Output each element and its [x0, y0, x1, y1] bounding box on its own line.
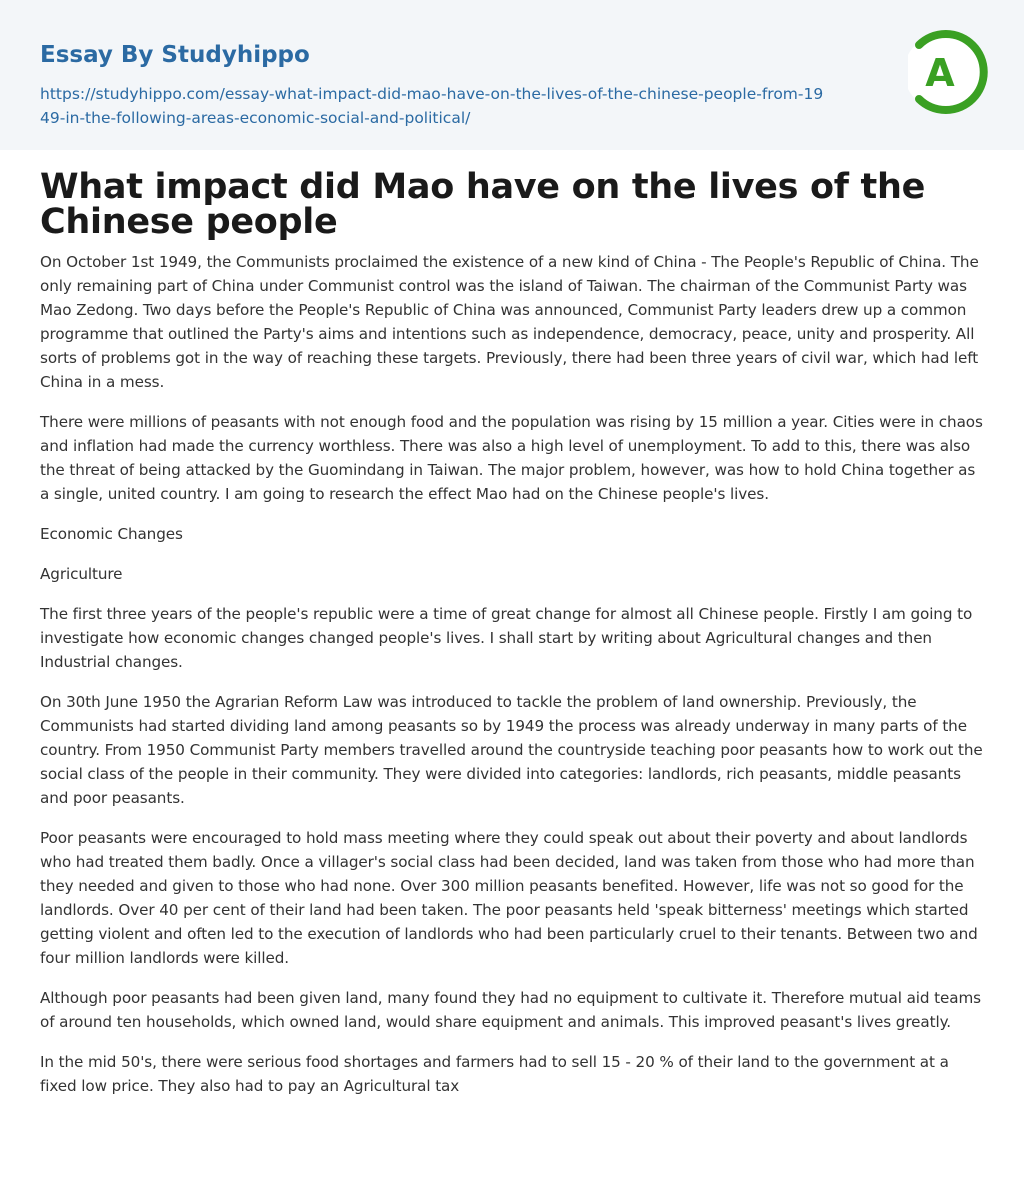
essay-body: [40, 250, 984, 1098]
source-url-link[interactable]: https://studyhippo.com/essay-what-impact-did-mao-have-on-the-lives-of-the-chinese-people-from-1949-in-the-following-areas-economic-social-and-political/: [40, 85, 824, 127]
logo-letter: A: [925, 51, 955, 95]
site-header: [0, 0, 1024, 150]
site-title[interactable]: Essay By Studyhippo: [40, 42, 310, 68]
section-heading-agriculture: Agriculture: [40, 565, 123, 583]
studyhippo-logo-icon[interactable]: [908, 26, 988, 118]
essay-paragraph: Poor peasants were encouraged to hold mass meeting where they could speak out about their poverty and about landlords who had treated them badly. Once a villager's social class had been decided, land was taken from those who had more than they needed and given to those who had none. Over 300 million peasants benefited. However, life was not so good for the landlords. Over 40 per cent of their land had been taken. The poor peasants held 'speak bitterness' meetings which started getting violent and often led to the execution of landlords who had been particularly cruel to their tenants. Between two and four million landlords were killed.: [40, 829, 978, 967]
section-heading-economic-changes: Economic Changes: [40, 525, 183, 543]
essay-title: What impact did Mao have on the lives of the Chinese people: [40, 167, 926, 242]
essay-paragraph: There were millions of peasants with not enough food and the population was rising by 15 million a year. Cities were in chaos and inflation had made the currency worthless. There was also a high level of unemployment. To add to this, there was also the threat of being attacked by the Guomindang in Taiwan. The major problem, however, was how to hold China together as a single, united country. I am going to research the effect Mao had on the Chinese people's lives.: [40, 413, 983, 503]
essay-paragraph: The first three years of the people's republic were a time of great change for almost all Chinese people. Firstly I am going to investigate how economic changes changed people's lives. I shall start by writing about Agricultural changes and then Industrial changes.: [40, 605, 973, 671]
essay-paragraph: On October 1st 1949, the Communists proclaimed the existence of a new kind of China - The People's Republic of China. The only remaining part of China under Communist control was the island of Taiwan. The chairman of the Communist Party was Mao Zedong. Two days before the People's Republic of China was announced, Communist Party leaders drew up a common programme that outlined the Party's aims and intentions such as independence, democracy, peace, unity and prosperity. All sorts of problems got in the way of reaching these targets. Previously, there had been three years of civil war, which had left China in a mess.: [40, 253, 979, 391]
essay-paragraph: On 30th June 1950 the Agrarian Reform Law was introduced to tackle the problem of land ownership. Previously, the Communists had started dividing land among peasants so by 1949 the process was already underway in many parts of the country. From 1950 Communist Party members travelled around the countryside teaching poor peasants how to work out the social class of the people in their community. They were divided into categories: landlords, rich peasants, middle peasants and poor peasants.: [40, 693, 983, 807]
essay-paragraph: In the mid 50's, there were serious food shortages and farmers had to sell 15 - 20 % of their land to the government at a fixed low price. They also had to pay an Agricultural tax: [40, 1053, 949, 1095]
essay-main: [0, 150, 1024, 1098]
essay-paragraph: Although poor peasants had been given land, many found they had no equipment to cultivate it. Therefore mutual aid teams of around ten households, which owned land, would share equipment and animals. This improved peasant's lives greatly.: [40, 989, 981, 1031]
